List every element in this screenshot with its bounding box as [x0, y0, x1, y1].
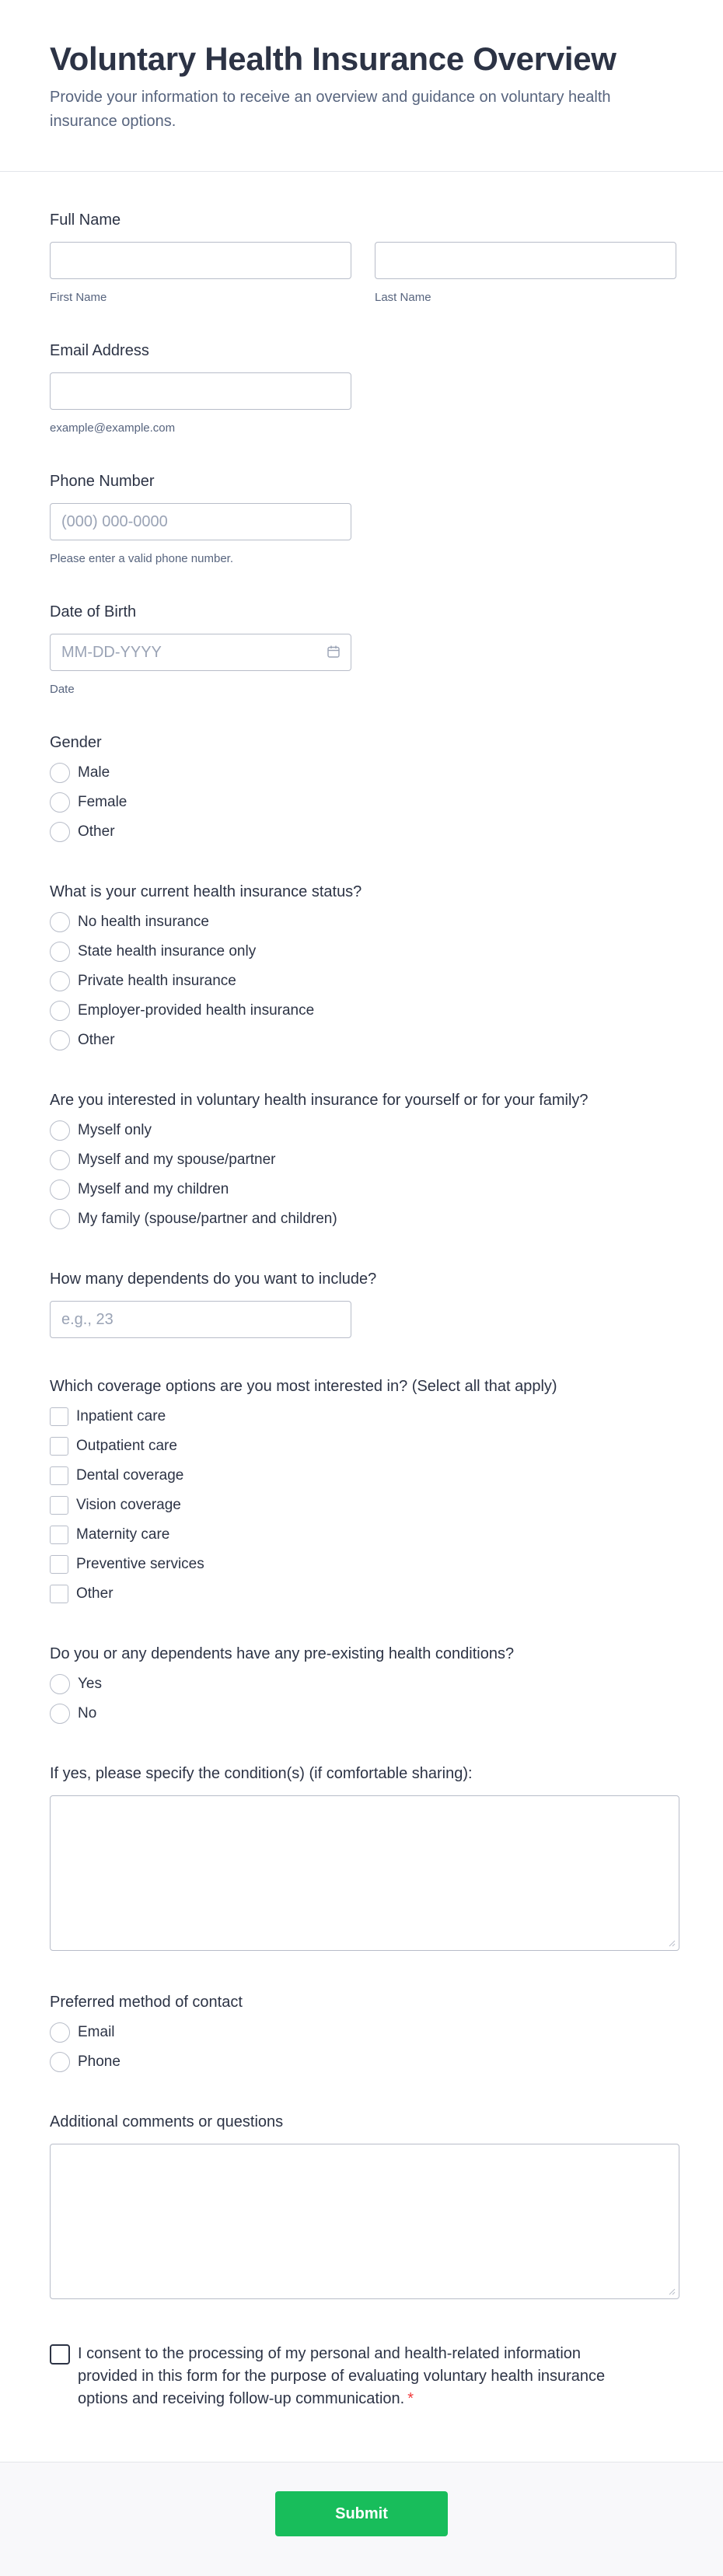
full-name-label: Full Name: [50, 211, 121, 229]
option-label: No health insurance: [78, 914, 209, 930]
interest-option[interactable]: [50, 1175, 681, 1204]
phone-sublabel: Please enter a valid phone number.: [50, 552, 233, 565]
coverage-option[interactable]: [50, 1550, 681, 1579]
phone-field: [50, 470, 681, 567]
consent-label: [78, 2343, 614, 2410]
gender-option[interactable]: [50, 788, 681, 817]
gender-option[interactable]: [50, 817, 681, 847]
option-label: Maternity care: [76, 1526, 170, 1543]
conditions-label: If yes, please specify the condition(s) (if comfortable sharing):: [50, 1765, 473, 1782]
option-label: Female: [78, 794, 127, 810]
option-label: Dental coverage: [76, 1467, 184, 1484]
coverage-option[interactable]: [50, 1520, 681, 1550]
option-label: Phone: [78, 2053, 120, 2070]
insurance-status-label: What is your current health insurance status?: [50, 883, 362, 900]
radio-button[interactable]: [50, 1674, 70, 1694]
checkbox[interactable]: [50, 1407, 68, 1426]
radio-button[interactable]: [50, 822, 70, 842]
radio-button[interactable]: [50, 1001, 70, 1021]
coverage-option[interactable]: [50, 1491, 681, 1520]
insurance-status-option[interactable]: [50, 966, 681, 996]
dob-label: Date of Birth: [50, 603, 137, 620]
contact-method-label: Preferred method of contact: [50, 1994, 243, 2011]
option-label: Yes: [78, 1676, 102, 1692]
consent-text: I consent to the processing of my personal and health-related information provided in this form for the purpose of evaluating voluntary health insurance options and receiving follow-up communication.: [78, 2345, 606, 2407]
dependents-label: How many dependents do you want to include?: [50, 1271, 377, 1288]
consent-checkbox[interactable]: [50, 2344, 70, 2365]
coverage-option[interactable]: [50, 1402, 681, 1431]
radio-button[interactable]: [50, 1150, 70, 1170]
option-label: Private health insurance: [78, 973, 236, 989]
contact-method-field: [50, 1991, 681, 2077]
checkbox[interactable]: [50, 1585, 68, 1603]
comments-label: Additional comments or questions: [50, 2113, 284, 2130]
interest-option[interactable]: [50, 1145, 681, 1175]
option-label: State health insurance only: [78, 943, 257, 959]
radio-button[interactable]: [50, 971, 70, 991]
checkbox[interactable]: [50, 1555, 68, 1574]
option-label: Outpatient care: [76, 1438, 177, 1454]
calendar-icon[interactable]: [327, 645, 341, 659]
dependents-input[interactable]: [50, 1301, 351, 1338]
last-name-sublabel: Last Name: [375, 291, 431, 304]
radio-button[interactable]: [50, 1180, 70, 1200]
required-asterisk: *: [407, 2390, 414, 2407]
option-label: Myself and my children: [78, 1181, 229, 1197]
conditions-field: [50, 1763, 681, 1951]
option-label: Inpatient care: [76, 1408, 166, 1424]
option-label: My family (spouse/partner and children): [78, 1211, 337, 1227]
option-label: Myself and my spouse/partner: [78, 1152, 276, 1168]
last-name-input[interactable]: [375, 242, 676, 279]
checkbox[interactable]: [50, 1496, 68, 1515]
interest-option[interactable]: [50, 1204, 681, 1234]
coverage-option[interactable]: [50, 1431, 681, 1461]
option-label: Vision coverage: [76, 1497, 181, 1513]
conditions-textarea[interactable]: [50, 1795, 679, 1951]
consent-field: [50, 2343, 681, 2410]
dependents-field: [50, 1268, 681, 1338]
first-name-input[interactable]: [50, 242, 351, 279]
preexisting-option[interactable]: [50, 1699, 681, 1728]
radio-button[interactable]: [50, 763, 70, 783]
preexisting-label: Do you or any dependents have any pre-existing health conditions?: [50, 1645, 515, 1662]
comments-field: [50, 2111, 681, 2299]
form-body: [0, 172, 723, 2410]
option-label: Other: [78, 1032, 115, 1048]
radio-button[interactable]: [50, 912, 70, 932]
gender-option[interactable]: [50, 758, 681, 788]
checkbox[interactable]: [50, 1526, 68, 1544]
option-label: No: [78, 1705, 97, 1721]
option-label: Myself only: [78, 1122, 152, 1138]
comments-textarea[interactable]: [50, 2144, 679, 2299]
insurance-status-option[interactable]: [50, 907, 681, 937]
option-label: Employer-provided health insurance: [78, 1002, 315, 1019]
option-label: Other: [78, 823, 115, 840]
coverage-option[interactable]: [50, 1461, 681, 1491]
dob-field: [50, 601, 681, 697]
radio-button[interactable]: [50, 942, 70, 962]
insurance-status-option[interactable]: [50, 937, 681, 966]
form-footer: [0, 2462, 723, 2576]
email-sublabel: example@example.com: [50, 421, 176, 435]
dob-input[interactable]: [50, 634, 351, 671]
gender-field: [50, 732, 681, 847]
phone-label: Phone Number: [50, 473, 155, 490]
submit-button[interactable]: Submit: [275, 2491, 448, 2536]
insurance-status-option[interactable]: [50, 1026, 681, 1055]
preexisting-option[interactable]: [50, 1669, 681, 1699]
coverage-option[interactable]: [50, 1579, 681, 1609]
option-label: Preventive services: [76, 1556, 204, 1572]
preexisting-field: [50, 1643, 681, 1728]
resize-handle-icon[interactable]: [668, 2288, 676, 2295]
insurance-status-field: [50, 881, 681, 1055]
insurance-status-option[interactable]: [50, 996, 681, 1026]
radio-button[interactable]: [50, 2052, 70, 2072]
resize-handle-icon[interactable]: [668, 1939, 676, 1947]
email-input[interactable]: [50, 372, 351, 410]
radio-button[interactable]: [50, 792, 70, 813]
full-name-field: [50, 209, 681, 306]
page-subtitle: Provide your information to receive an overview and guidance on voluntary health insurance options.: [50, 89, 611, 130]
radio-button[interactable]: [50, 1120, 70, 1141]
email-label: Email Address: [50, 342, 149, 359]
coverage-field: [50, 1375, 681, 1609]
radio-button[interactable]: [50, 2022, 70, 2043]
email-field: [50, 340, 681, 436]
interest-option[interactable]: [50, 1116, 681, 1145]
option-label: Email: [78, 2024, 115, 2040]
checkbox[interactable]: [50, 1466, 68, 1485]
phone-input[interactable]: [50, 503, 351, 540]
contact-method-option[interactable]: [50, 2047, 681, 2077]
gender-label: Gender: [50, 734, 102, 751]
first-name-sublabel: First Name: [50, 291, 107, 304]
page-title: Voluntary Health Insurance Overview: [50, 40, 616, 77]
option-label: Male: [78, 764, 110, 781]
interest-field: [50, 1089, 681, 1234]
contact-method-option[interactable]: [50, 2018, 681, 2047]
checkbox[interactable]: [50, 1437, 68, 1456]
form-header: [0, 0, 723, 172]
radio-button[interactable]: [50, 1704, 70, 1724]
option-label: Other: [76, 1585, 114, 1602]
radio-button[interactable]: [50, 1030, 70, 1050]
coverage-label: Which coverage options are you most interested in? (Select all that apply): [50, 1378, 557, 1395]
interest-label: Are you interested in voluntary health insurance for yourself or for your family?: [50, 1092, 589, 1109]
radio-button[interactable]: [50, 1209, 70, 1229]
dob-sublabel: Date: [50, 683, 75, 696]
